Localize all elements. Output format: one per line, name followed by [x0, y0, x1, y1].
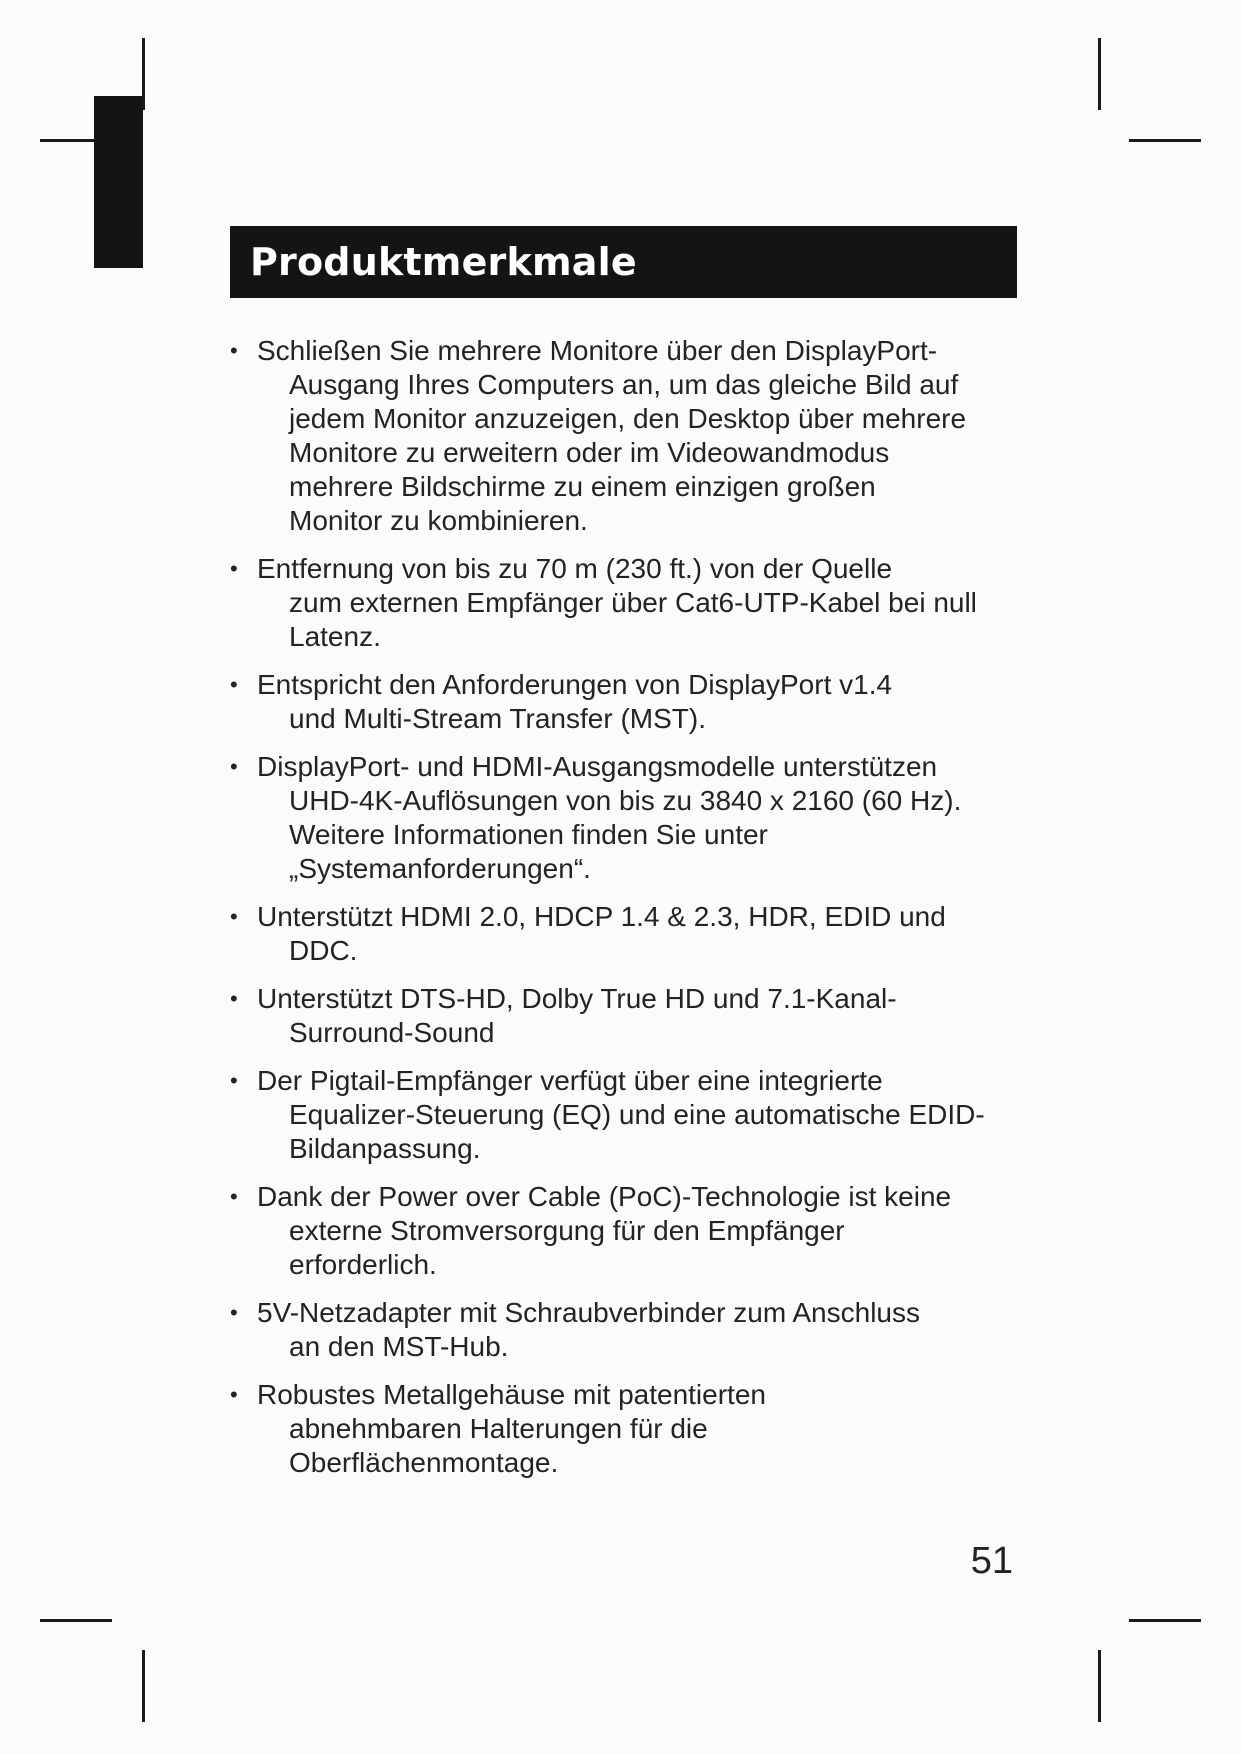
bullet-icon: •: [230, 338, 238, 363]
bullet-icon: •: [230, 556, 238, 581]
thumb-index-tab: [94, 96, 143, 268]
section-header: [230, 226, 1017, 298]
feature-text-line: zum externen Empfänger über Cat6-UTP-Kabel bei null: [289, 587, 977, 618]
feature-text-line: Entspricht den Anforderungen von DisplayPort v1.4: [257, 669, 893, 700]
crop-mark-bottom-right-vertical: [1098, 1650, 1101, 1722]
bullet-icon: •: [230, 1382, 238, 1407]
feature-item: [226, 1296, 1026, 1364]
feature-item: [226, 750, 1026, 886]
feature-text-line: Unterstützt DTS-HD, Dolby True HD und 7.1-Kanal-: [257, 983, 897, 1014]
feature-item: [226, 1180, 1026, 1282]
feature-text-line: Ausgang Ihres Computers an, um das gleiche Bild auf: [289, 369, 959, 400]
feature-text-line: Surround-Sound: [289, 1017, 495, 1048]
feature-item: [226, 900, 1026, 968]
feature-text-line: „Systemanforderungen“.: [289, 853, 591, 884]
feature-text-line: Schließen Sie mehrere Monitore über den DisplayPort-: [257, 335, 938, 366]
feature-item: [226, 982, 1026, 1050]
bullet-icon: •: [230, 986, 238, 1011]
feature-text-line: erforderlich.: [289, 1249, 437, 1280]
feature-text-line: DDC.: [289, 935, 358, 966]
feature-text-line: Entfernung von bis zu 70 m (230 ft.) von der Quelle: [257, 553, 893, 584]
feature-item: [226, 1064, 1026, 1166]
feature-text-line: UHD-4K-Auflösungen von bis zu 3840 x 2160 (60 Hz).: [289, 785, 962, 816]
feature-text-line: Dank der Power over Cable (PoC)-Technologie ist keine: [257, 1181, 952, 1212]
crop-mark-bottom-right-horizontal: [1129, 1619, 1201, 1622]
feature-text-line: abnehmbaren Halterungen für die: [289, 1413, 708, 1444]
crop-mark-top-right-vertical: [1098, 38, 1101, 110]
feature-item: [226, 1378, 1026, 1480]
feature-text-line: Latenz.: [289, 621, 381, 652]
section-title: Produktmerkmale: [250, 240, 637, 284]
bullet-icon: •: [230, 1184, 238, 1209]
feature-text-line: Equalizer-Steuerung (EQ) und eine automatische EDID-: [289, 1099, 985, 1130]
feature-text-line: 5V-Netzadapter mit Schraubverbinder zum Anschluss: [257, 1297, 920, 1328]
crop-mark-bottom-left-horizontal: [40, 1619, 112, 1622]
feature-text-line: externe Stromversorgung für den Empfänger: [289, 1215, 845, 1246]
page-number: 51: [970, 1540, 1013, 1582]
feature-item: [226, 552, 1026, 654]
feature-text-line: Weitere Informationen finden Sie unter: [289, 819, 768, 850]
bullet-icon: •: [230, 1068, 238, 1093]
feature-text-line: Monitor zu kombinieren.: [289, 505, 588, 536]
feature-text-line: Oberflächenmontage.: [289, 1447, 559, 1478]
feature-text-line: Unterstützt HDMI 2.0, HDCP 1.4 & 2.3, HDR, EDID und: [257, 901, 946, 932]
feature-list: [226, 334, 1026, 1494]
feature-text-line: Der Pigtail-Empfänger verfügt über eine integrierte: [257, 1065, 883, 1096]
bullet-icon: •: [230, 672, 238, 697]
feature-text-line: Robustes Metallgehäuse mit patentierten: [257, 1379, 766, 1410]
feature-text-line: DisplayPort- und HDMI-Ausgangsmodelle unterstützen: [257, 751, 938, 782]
feature-text-line: mehrere Bildschirme zu einem einzigen großen: [289, 471, 876, 502]
feature-text-line: jedem Monitor anzuzeigen, den Desktop über mehrere: [289, 403, 967, 434]
crop-mark-top-right-horizontal: [1129, 139, 1201, 142]
crop-mark-bottom-left-vertical: [142, 1650, 145, 1722]
bullet-icon: •: [230, 1300, 238, 1325]
feature-item: [226, 334, 1026, 538]
feature-text-line: Monitore zu erweitern oder im Videowandmodus: [289, 437, 890, 468]
feature-text-line: an den MST-Hub.: [289, 1331, 509, 1362]
feature-item: [226, 668, 1026, 736]
feature-text-line: Bildanpassung.: [289, 1133, 481, 1164]
bullet-icon: •: [230, 904, 238, 929]
bullet-icon: •: [230, 754, 238, 779]
feature-text-line: und Multi-Stream Transfer (MST).: [289, 703, 706, 734]
